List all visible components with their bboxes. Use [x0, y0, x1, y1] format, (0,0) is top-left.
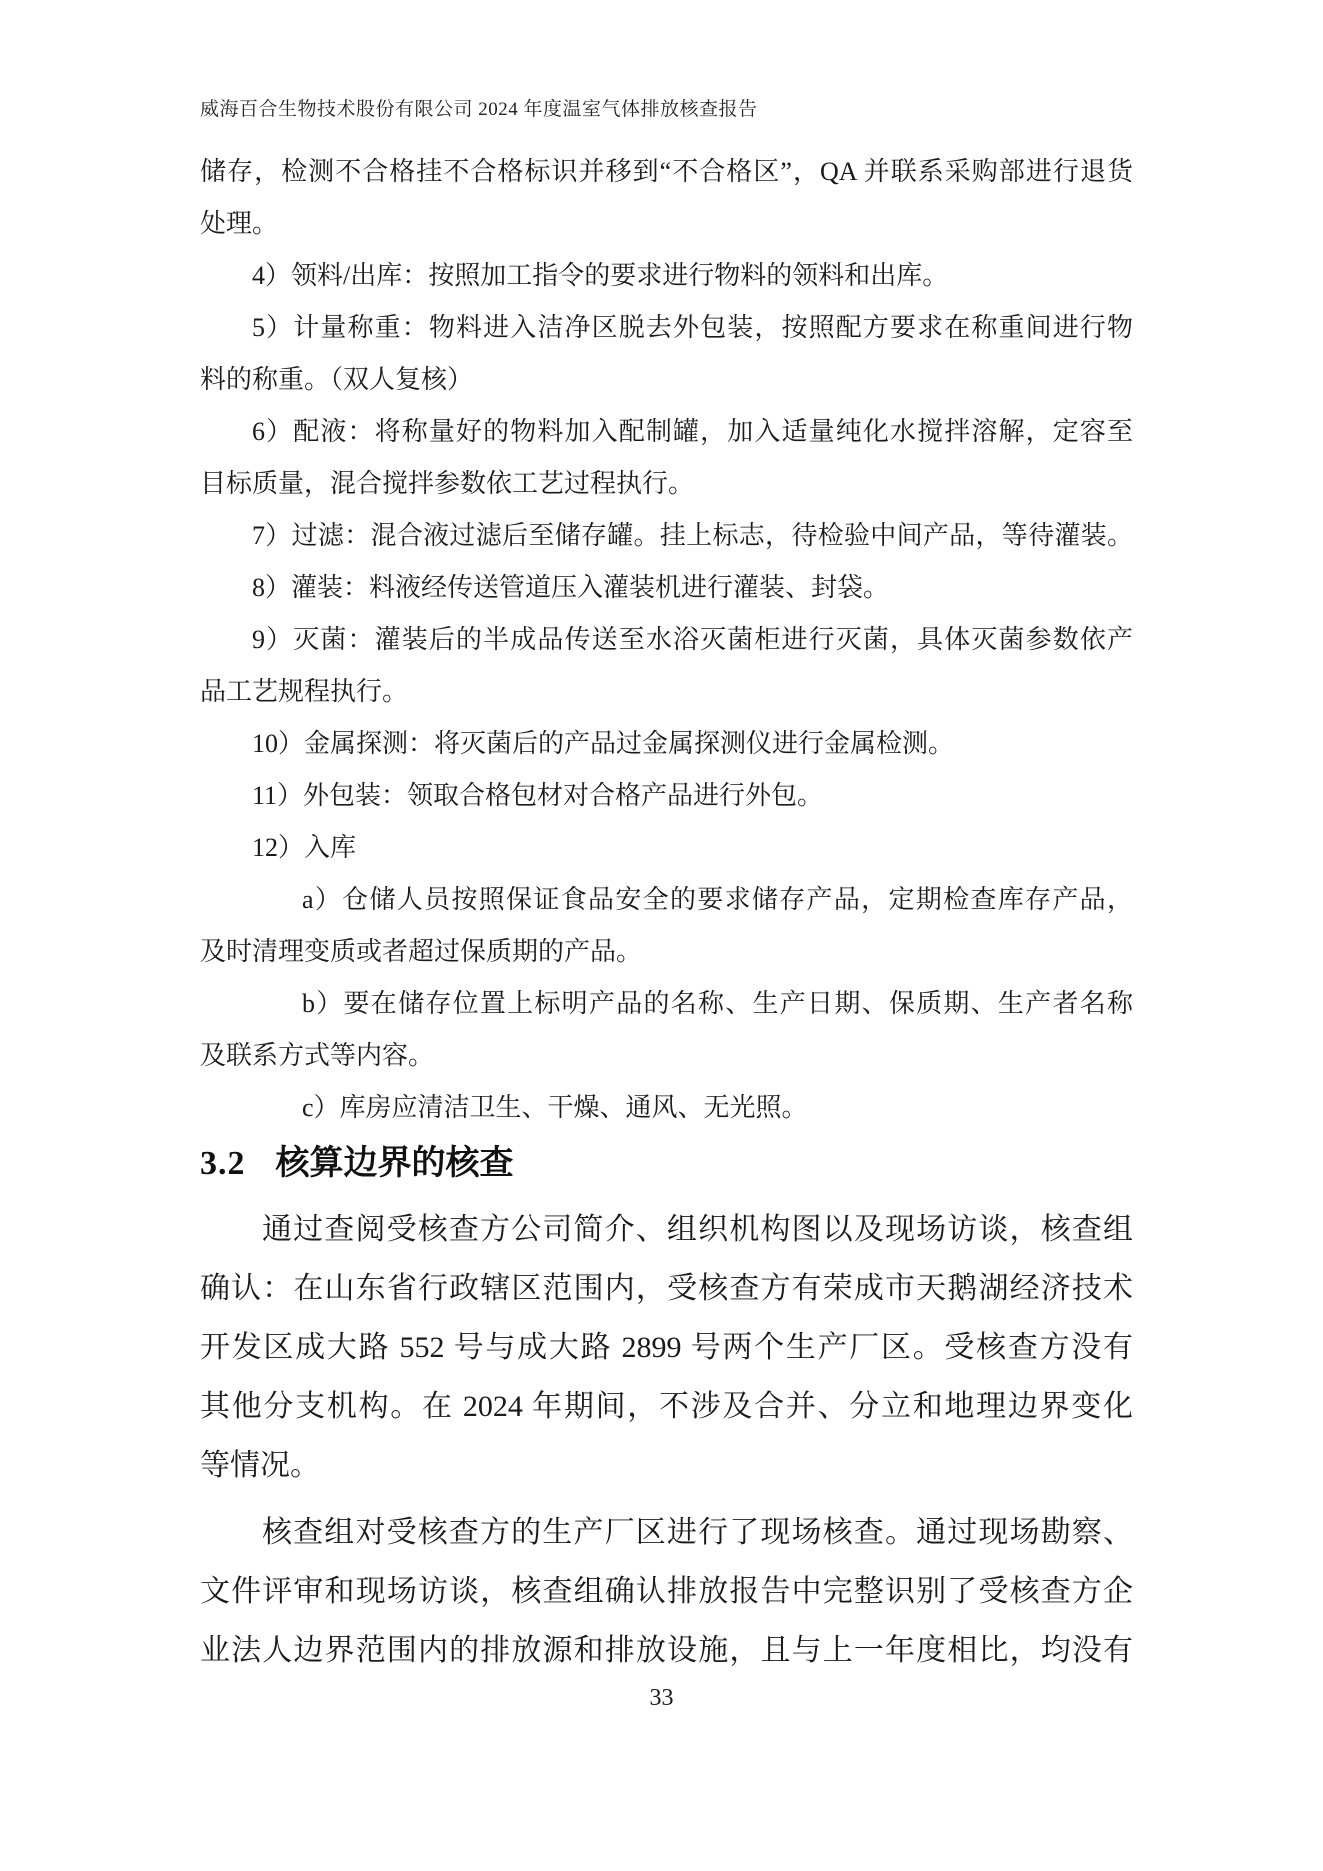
text-line: 及时清理变质或者超过保质期的产品。 [200, 937, 643, 966]
text-line: 确认：在山东省行政辖区范围内，受核查方有荣成市天鹅湖经济技术 [200, 1272, 1133, 1305]
text-line: 及联系方式等内容。 [200, 1041, 435, 1070]
text-line: 9）灭菌：灌装后的半成品传送至水浴灭菌柜进行灭菌，具体灭菌参数依产 [252, 625, 1133, 654]
text-line: 4）领料/出库：按照加工指令的要求进行物料的领料和出库。 [252, 261, 949, 290]
text-line: 文件评审和现场访谈，核查组确认排放报告中完整识别了受核查方企 [200, 1575, 1133, 1608]
text-line: 5）计量称重：物料进入洁净区脱去外包装，按照配方要求在称重间进行物 [252, 313, 1133, 342]
text-line: a）仓储人员按照保证食品安全的要求储存产品，定期检查库存产品， [302, 885, 1133, 914]
text-line: 料的称重。（双人复核） [200, 365, 474, 394]
text-line: 储存，检测不合格挂不合格标识并移到“不合格区”，QA 并联系采购部进行退货 [200, 157, 1133, 186]
text-line: c）库房应清洁卫生、干燥、通风、无光照。 [302, 1093, 808, 1122]
section-heading [200, 1134, 1133, 1194]
text-line: 其他分支机构。在 2024 年期间，不涉及合并、分立和地理边界变化 [200, 1390, 1133, 1423]
text-line: 核查组对受核查方的生产厂区进行了现场核查。通过现场勘察、 [262, 1516, 1133, 1549]
document-header: 威海百合生物技术股份有限公司 2024 年度温室气体排放核查报告 [200, 99, 758, 120]
boundary-verification-paragraphs [200, 1200, 1133, 1680]
section-title: 核算边界的核查 [275, 1145, 514, 1182]
text-line: 业法人边界范围内的排放源和排放设施，且与上一年度相比，均没有 [200, 1634, 1133, 1667]
text-line: 通过查阅受核查方公司简介、组织机构图以及现场访谈，核查组 [262, 1213, 1133, 1246]
text-line: 11）外包装：领取合格包材对合格产品进行外包。 [252, 781, 824, 810]
text-line: 12）入库 [252, 833, 357, 862]
text-line: 等情况。 [200, 1449, 320, 1482]
section-number: 3.2 [200, 1145, 246, 1182]
text-line: 处理。 [200, 209, 279, 238]
text-line: 品工艺规程执行。 [200, 677, 409, 706]
text-line: 6）配液：将称量好的物料加入配制罐，加入适量纯化水搅拌溶解，定容至 [252, 417, 1133, 446]
production-process-list [200, 146, 1133, 1134]
text-line: 10）金属探测：将灭菌后的产品过金属探测仪进行金属检测。 [252, 729, 955, 758]
text-line: 开发区成大路 552 号与成大路 2899 号两个生产厂区。受核查方没有 [200, 1331, 1133, 1364]
text-line: 7）过滤：混合液过滤后至储存罐。挂上标志，待检验中间产品，等待灌装。 [252, 521, 1133, 550]
page-number: 33 [649, 1685, 674, 1711]
text-line: b）要在储存位置上标明产品的名称、生产日期、保质期、生产者名称 [302, 989, 1133, 1018]
text-line: 目标质量，混合搅拌参数依工艺过程执行。 [200, 469, 695, 498]
text-line: 8）灌装：料液经传送管道压入灌装机进行灌装、封袋。 [252, 573, 890, 602]
